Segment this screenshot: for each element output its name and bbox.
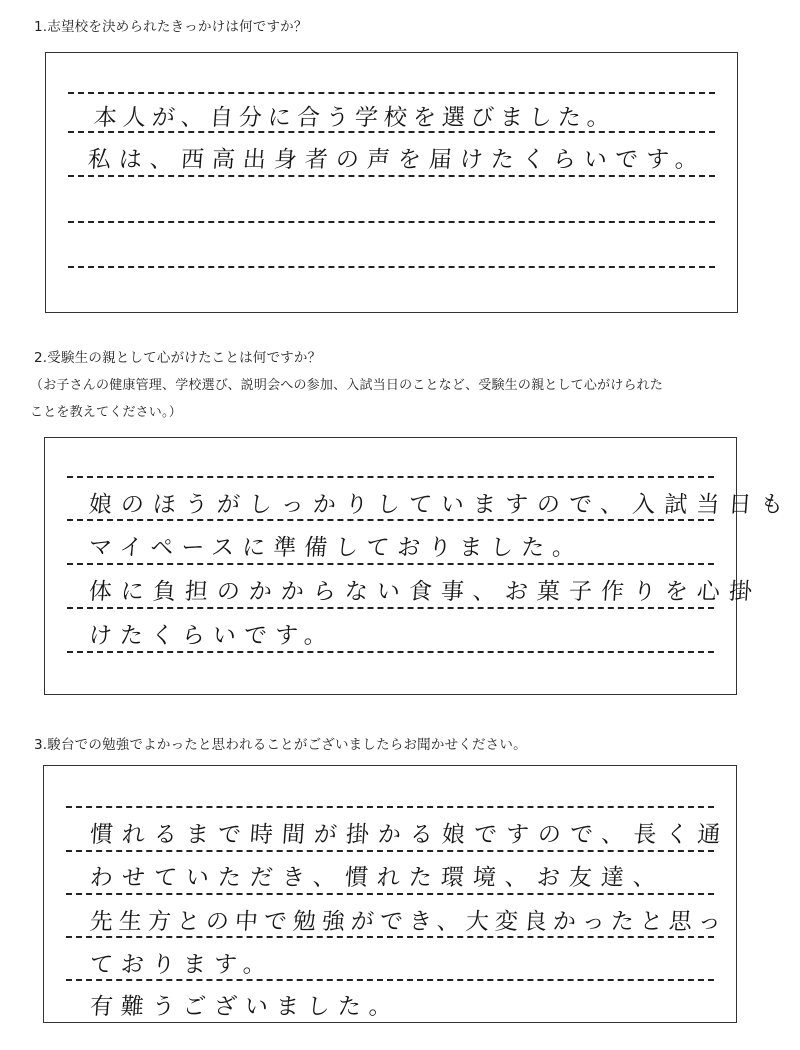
answer-2-line-4: けたくらいです。 (87, 623, 336, 649)
answer-2-line-1: 娘のほうがしっかりしていますので、入試当日も (87, 492, 794, 518)
answer-box-2 (44, 437, 794, 695)
ruled-line (66, 806, 714, 808)
question-2-title: 2.受験生の親として心がけたことは何ですか？ (34, 350, 322, 366)
ruled-line (68, 221, 715, 223)
answer-1-line-2: 私は、西高出身者の声を届けたくらいです。 (86, 147, 707, 173)
ruled-line (68, 266, 715, 268)
question-3-title: 3.駿台での勉強でよかったと思われることがございましたらお聞かせください。 (34, 737, 527, 753)
ruled-line (68, 92, 715, 94)
ruled-line (66, 936, 714, 938)
ruled-line (66, 893, 714, 895)
answer-3-line-4: ております。 (88, 952, 275, 978)
question-1-title: 1.志望校を決められたきっかけは何ですか？ (34, 19, 308, 35)
answer-3-line-1: 慣れるまで時間が掛かる娘ですので、長く通 (88, 822, 731, 848)
question-2-subtitle-line-2: ことを教えてください。） (30, 405, 182, 420)
ruled-line (66, 979, 714, 981)
answer-box-3 (43, 765, 737, 1023)
answer-2-line-3: 体に負担のかからない食事、お菓子作りを心掛 (87, 579, 762, 605)
ruled-line (67, 651, 714, 653)
answer-3-line-3: 先生方との中で勉強ができ、大変良かったと思っ (88, 909, 728, 935)
ruled-line (66, 850, 714, 852)
ruled-line (67, 607, 714, 609)
ruled-line (67, 563, 714, 565)
ruled-line (67, 476, 714, 478)
answer-2-line-2: マイペースに準備しておりました。 (87, 535, 585, 561)
answer-box-1 (45, 52, 738, 313)
answer-3-line-5: 有難うございました。 (88, 994, 401, 1020)
question-2-subtitle-line-1: （お子さんの健康管理、学校選び、説明会への参加、入試当日のことなど、受験生の親として心がけられた (30, 378, 664, 393)
ruled-line (67, 519, 714, 521)
ruled-line (68, 131, 715, 133)
answer-3-line-2: わせていただき、慣れた環境、お友達、 (88, 865, 666, 891)
answer-1-line-1: 本人が、自分に合う学校を選びました。 (92, 105, 617, 131)
ruled-line (68, 175, 715, 177)
